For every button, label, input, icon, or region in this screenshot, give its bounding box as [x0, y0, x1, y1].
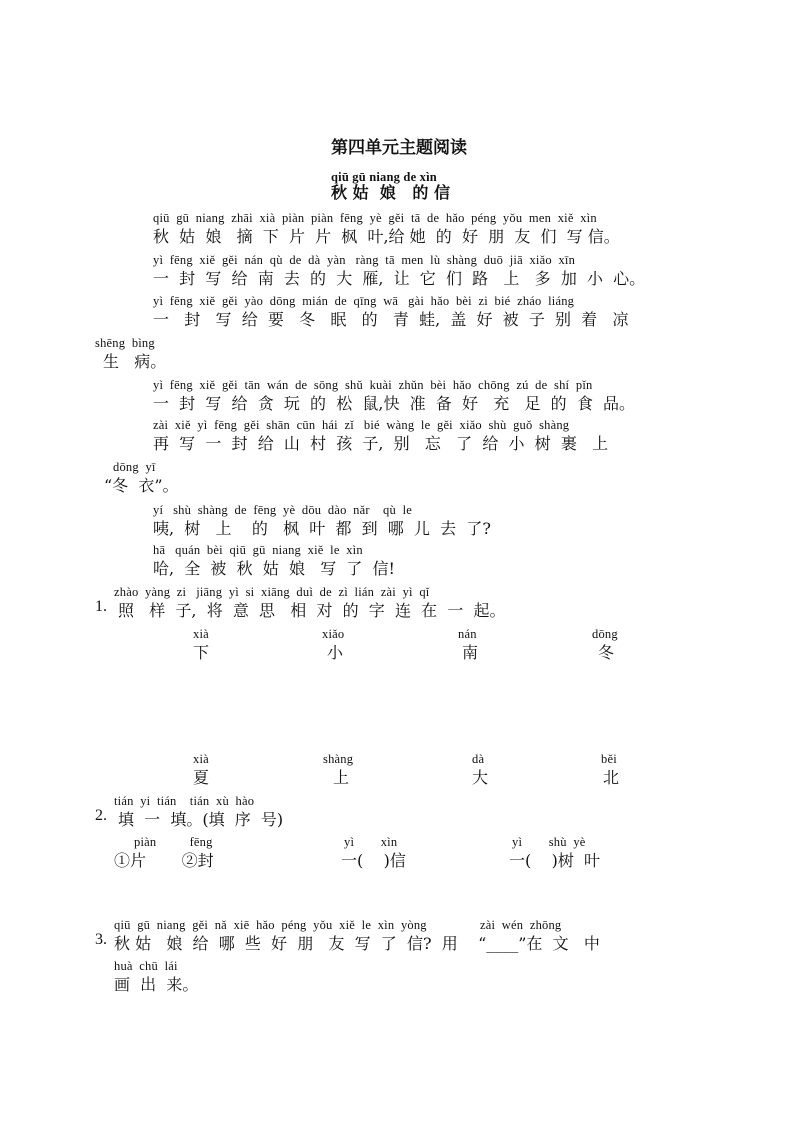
q1-bottom-char-4: 北 — [603, 768, 620, 787]
p5-cont-text: “冬 衣”。 — [104, 476, 179, 495]
p2-pinyin: yì fēng xiě gěi nán qù de dà yàn ràng tā men lù shàng duō jiā xiǎo xīn — [153, 253, 576, 267]
q3-cont-text: 画 出 来。 — [114, 975, 199, 994]
q2-blank-2[interactable]: 一( )树 叶 — [509, 851, 601, 870]
q1-top-pinyin-1: xià — [193, 627, 209, 641]
q1-top-pinyin-4: dōng — [592, 627, 618, 641]
q1-instruction: 照 样 子, 将 意 思 相 对 的 字 连 在 一 起。 — [118, 601, 506, 620]
q3-text: 秋 姑 娘 给 哪 些 好 朋 友 写 了 信? 用 “____”在 文 中 — [114, 934, 600, 953]
q2-blank-2-pinyin: yì shù yè — [512, 835, 586, 849]
p3-cont-text: 生 病。 — [103, 352, 167, 371]
p6-text: 咦, 树 上 的 枫 叶 都 到 哪 儿 去 了? — [153, 519, 491, 538]
q1-bottom-char-3: 大 — [472, 768, 489, 787]
p4-pinyin: yì fēng xiě gěi tān wán de sōng shǔ kuài zhǔn bèi hǎo chōng zú de shí pǐn — [153, 378, 593, 392]
q2-options: ①片 ②封 — [114, 851, 214, 870]
q2-blank-1[interactable]: 一( )信 — [341, 851, 406, 870]
q1-bottom-char-2: 上 — [333, 768, 350, 787]
q3-cont-pinyin: huà chū lái — [114, 959, 178, 973]
q2-blank-1-pinyin: yì xìn — [344, 835, 398, 849]
q1-top-char-2: 小 — [327, 643, 344, 662]
q1-top-char-4: 冬 — [598, 643, 615, 662]
q2-instruction: 填 一 填。(填 序 号) — [118, 810, 284, 829]
p5-text: 再 写 一 封 给 山 村 孩 子, 别 忘 了 给 小 树 裹 上 — [153, 434, 609, 453]
q1-number: 1. — [95, 598, 107, 615]
p4-text: 一 封 写 给 贪 玩 的 松 鼠,快 准 备 好 充 足 的 食 品。 — [153, 394, 636, 413]
p6-pinyin: yí shù shàng de fēng yè dōu dào nǎr qù le — [153, 503, 413, 517]
p3-text: 一 封 写 给 要 冬 眠 的 青 蛙, 盖 好 被 子 别 着 凉 — [153, 310, 629, 329]
p3-pinyin: yì fēng xiě gěi yào dōng mián de qīng wā gài hǎo bèi zi bié zháo liáng — [153, 294, 575, 308]
q1-bottom-char-1: 夏 — [193, 768, 210, 787]
q2-options-pinyin: piàn fēng — [134, 835, 213, 849]
p1-text: 秋 姑 娘 摘 下 片 片 枫 叶,给 她 的 好 朋 友 们 写 信。 — [153, 227, 620, 246]
q2-number: 2. — [95, 807, 107, 824]
p3-cont-pinyin: shēng bìng — [95, 336, 155, 350]
page-title: 第四单元主题阅读 — [331, 138, 467, 158]
p1-pinyin: qiū gū niang zhāi xià piàn piàn fēng yè gěi tā de hǎo péng yǒu men xiě xìn — [153, 211, 597, 225]
story-heading: 秋 姑 娘 的 信 — [331, 183, 450, 202]
q2-instruction-pinyin: tián yi tián tián xù hào — [114, 794, 255, 808]
p5-pinyin: zài xiě yì fēng gěi shān cūn hái zǐ bié wàng le gěi xiǎo shù guǒ shàng — [153, 418, 570, 432]
p5-cont-pinyin: dōng yī — [113, 460, 156, 474]
q1-top-pinyin-2: xiǎo — [322, 627, 345, 641]
q1-bottom-pinyin-2: shàng — [323, 752, 354, 766]
q3-number: 3. — [95, 931, 107, 948]
p7-text: 哈, 全 被 秋 姑 娘 写 了 信! — [153, 559, 395, 578]
q1-top-pinyin-3: nán — [458, 627, 477, 641]
q1-top-char-3: 南 — [462, 643, 479, 662]
q1-bottom-pinyin-1: xià — [193, 752, 209, 766]
q1-instruction-pinyin: zhào yàng zi jiāng yì si xiāng duì de zì lián zài yì qǐ — [114, 585, 430, 599]
p2-text: 一 封 写 给 南 去 的 大 雁, 让 它 们 路 上 多 加 小 心。 — [153, 269, 646, 288]
q1-bottom-pinyin-3: dà — [472, 752, 485, 766]
story-heading-pinyin: qiū gū niang de xìn — [331, 170, 437, 184]
p7-pinyin: hā quán bèi qiū gū niang xiě le xìn — [153, 543, 363, 557]
q1-top-char-1: 下 — [193, 643, 210, 662]
q1-bottom-pinyin-4: běi — [601, 752, 617, 766]
q3-pinyin: qiū gū niang gěi nǎ xiē hǎo péng yǒu xiě le xìn yòng zài wén zhōng — [114, 918, 562, 932]
